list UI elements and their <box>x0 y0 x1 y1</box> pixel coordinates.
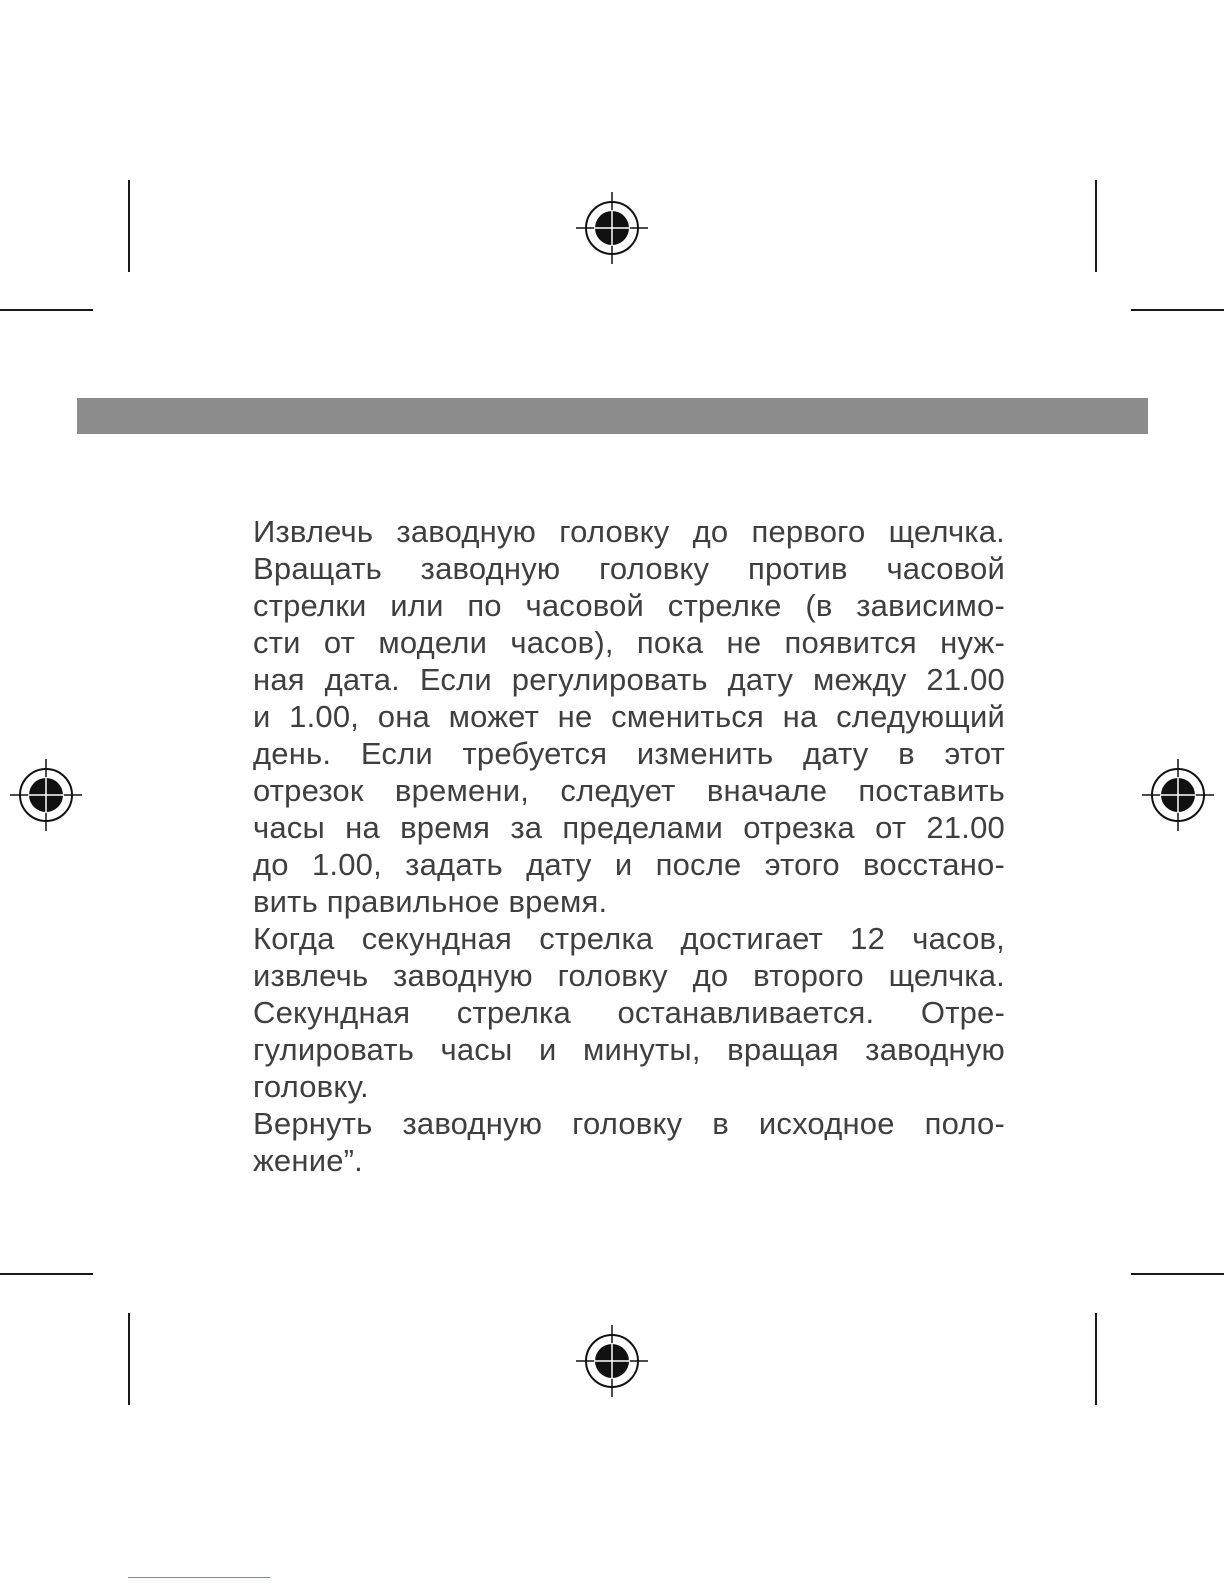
crop-mark-top-left-horizontal <box>0 309 93 311</box>
text-line: сти от модели часов), пока не появится нуж- <box>253 625 1005 660</box>
text-line: до 1.00, задать дату и после этого восстано- <box>253 847 1005 882</box>
crop-mark-bottom-left-vertical <box>128 1313 130 1405</box>
registration-crosshair-icon <box>574 1323 650 1399</box>
text-line: Вернуть заводную головку в исходное поло- <box>253 1106 1005 1141</box>
text-line: часы на время за пределами отрезка от 21.00 <box>253 810 1005 845</box>
registration-crosshair-icon <box>574 190 650 266</box>
header-bar <box>77 398 1148 434</box>
crop-mark-bottom-right-vertical <box>1095 1313 1097 1405</box>
text-line: стрелки или по часовой стрелке (в зависимо- <box>253 588 1005 623</box>
crop-mark-bottom-right-horizontal <box>1131 1273 1224 1275</box>
text-line: жение”. <box>253 1143 363 1178</box>
text-line: Вращать заводную головку против часовой <box>253 551 1005 586</box>
text-line: день. Если требуется изменить дату в этот <box>253 736 1005 771</box>
registration-crosshair-icon <box>8 757 84 833</box>
crop-mark-top-right-vertical <box>1095 180 1097 272</box>
text-line: гулировать часы и минуты, вращая заводную <box>253 1032 1005 1067</box>
text-line: и 1.00, она может не смениться на следующий <box>253 699 1005 734</box>
text-line: головку. <box>253 1069 369 1104</box>
text-line: ная дата. Если регулировать дату между 21.00 <box>253 662 1005 697</box>
text-line: отрезок времени, следует вначале поставить <box>253 773 1005 808</box>
crop-mark-top-left-vertical <box>128 180 130 272</box>
text-line: вить правильное время. <box>253 884 608 919</box>
crop-mark-bottom-left-horizontal <box>0 1273 93 1275</box>
text-line: Секундная стрелка останавливается. Отре- <box>253 995 1005 1030</box>
bottom-rule <box>128 1577 270 1578</box>
text-line: извлечь заводную головку до второго щелчка. <box>253 958 1005 993</box>
instruction-text <box>253 513 1005 1179</box>
registration-crosshair-icon <box>1140 757 1216 833</box>
text-line: Извлечь заводную головку до первого щелчка. <box>253 514 1005 549</box>
text-line: Когда секундная стрелка достигает 12 часов, <box>253 921 1005 956</box>
crop-mark-top-right-horizontal <box>1131 309 1224 311</box>
